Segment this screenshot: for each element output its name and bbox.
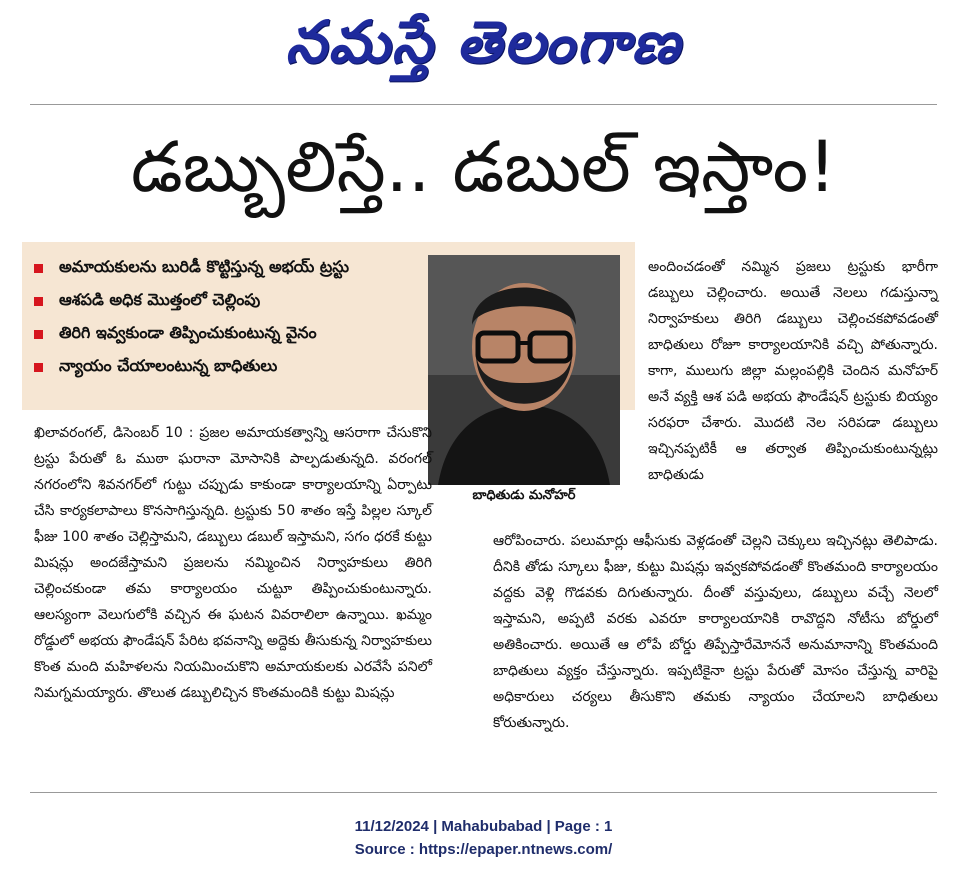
square-bullet-icon [34, 363, 43, 372]
portrait-photo-icon [428, 255, 620, 485]
highlight-text: తిరిగి ఇవ్వకుండా తిప్పించుకుంటున్న వైనం [59, 323, 317, 342]
footer-date-edition: 11/12/2024 | Mahabubabad | Page : 1 [354, 818, 613, 835]
article-column-left: ఖిలావరంగల్, డిసెంబర్ 10 : ప్రజల అమాయకత్వాన్ని ఆసరాగా చేసుకొని ట్రస్టు పేరుతో ఓ ముఠా ఘరానా మోసానికి పాల్పడుతున్నది. వరంగల్ నగరంలోని శివనగర్‌లో గుట్టు చప్పుడు కాకుండా కార్యాలయాన్ని ఏర్పాటు చేసి కార్యకలాపాలు కొనసాగిస్తున్నది. ట్రస్టుకు 50 శాతం ఇస్తే పిల్లల స్కూల్ ఫీజు 100 శాతం చెల్లిస్తామని, డబ్బులు డబుల్ ఇస్తామని, సగం ధరకే కుట్టు మిషన్లు అందజేస్తామని ప్రజలను నమ్మించిన నిర్వాహకులు తిరిగి చెల్లించకుండా తమ కార్యాలయం చుట్టూ తిప్పించుకుంటున్నారు. ఆలస్యంగా వెలుగులోకి వచ్చిన ఈ ఘటన వివరాలిలా ఉన్నాయి. ఖమ్మం రోడ్డులో అభయ ఫౌండేషన్ పేరిట భవనాన్ని అద్దెకు తీసుకున్న నిర్వాహకులు కొంత మంది మహిళలను నియమించుకొని అమాయకులకు ఎరవేసే పనిలో నిమగ్నమయ్యారు. తొలుత డబ్బులిచ్చిన కొంతమందికి కుట్టు మిషన్లు [34, 425, 432, 701]
newspaper-masthead [0, 8, 967, 91]
article-headline [0, 126, 967, 208]
footer-source: Source : https://epaper.ntnews.com/ [354, 841, 613, 858]
article-column-right-top: అందించడంతో నమ్మిన ప్రజలు ట్రస్టుకు భారీగా డబ్బులు చెల్లించారు. అయితే నెలలు గడుస్తున్నా నిర్వాహకులు తిరిగి డబ్బులు చెల్లించకపోవడంతో బాధితులు రోజూ కార్యాలయానికి వచ్చి పోతున్నారు. కాగా, ములుగు జిల్లా మల్లంపల్లికి చెందిన మనోహర్ అనే వ్యక్తి ఆశ పడి అభయ ఫౌండేషన్ ట్రస్టుకు బియ్యం సరఫరా చేశారు. మొదటి నెల సరిపడా డబ్బులు ఇచ్చినప్పటికీ ఆ తర్వాత తిప్పించుకుంటున్నట్లు బాధితుడు [648, 259, 938, 483]
highlight-text: ఆశపడి అధిక మొత్తంలో చెల్లింపు [59, 290, 261, 309]
portrait-photo [428, 255, 620, 485]
article-column-right-bottom: ఆరోపించారు. పలుమార్లు ఆఫీసుకు వెళ్లడంతో చెల్లని చెక్కులు ఇచ్చినట్లు తెలిపాడు. దీనికి తోడు స్కూలు ఫీజు, కుట్టు మిషన్లు ఇవ్వకపోవడంతో కొంతమంది కార్యాలయం వద్దకు వెళ్లి గొడవకు దిగుతున్నారు. దీంతో వస్తువులు, డబ్బులు వచ్చే నెలలో ఇస్తామని, అప్పటి వరకు ఎవరూ కార్యాలయానికి రావొద్దని నోటీసు బోర్డులో అతికించారు. అయితే ఆ లోపే బోర్డు తిప్పేస్తారేమోననే అనుమానాన్ని కొంతమంది బాధితులు వ్యక్తం చేస్తున్నారు. ఇప్పటికైనా ట్రస్టు పేరుతో మోసం చేస్తున్న వారిపై అధికారులు చర్యలు తీసుకొని తమకు న్యాయం చేయాలని బాధితులు కోరుతున్నారు. [493, 533, 938, 731]
photo-caption: బాధితుడు మనోహర్ [472, 488, 576, 503]
newspaper-logo: నమస్తే తెలంగాణ [285, 8, 682, 76]
square-bullet-icon [34, 264, 43, 273]
masthead-divider [30, 104, 937, 105]
highlight-text: న్యాయం చేయాలంటున్న బాధితులు [59, 356, 278, 375]
headline-text: డబ్బులిస్తే.. డబుల్ ఇస్తాం! [130, 126, 837, 208]
footer-divider [30, 792, 937, 793]
square-bullet-icon [34, 297, 43, 306]
highlight-text: అమాయకులను బురిడీ కొట్టిస్తున్న అభయ్ ట్రస్టు [59, 257, 350, 276]
square-bullet-icon [34, 330, 43, 339]
